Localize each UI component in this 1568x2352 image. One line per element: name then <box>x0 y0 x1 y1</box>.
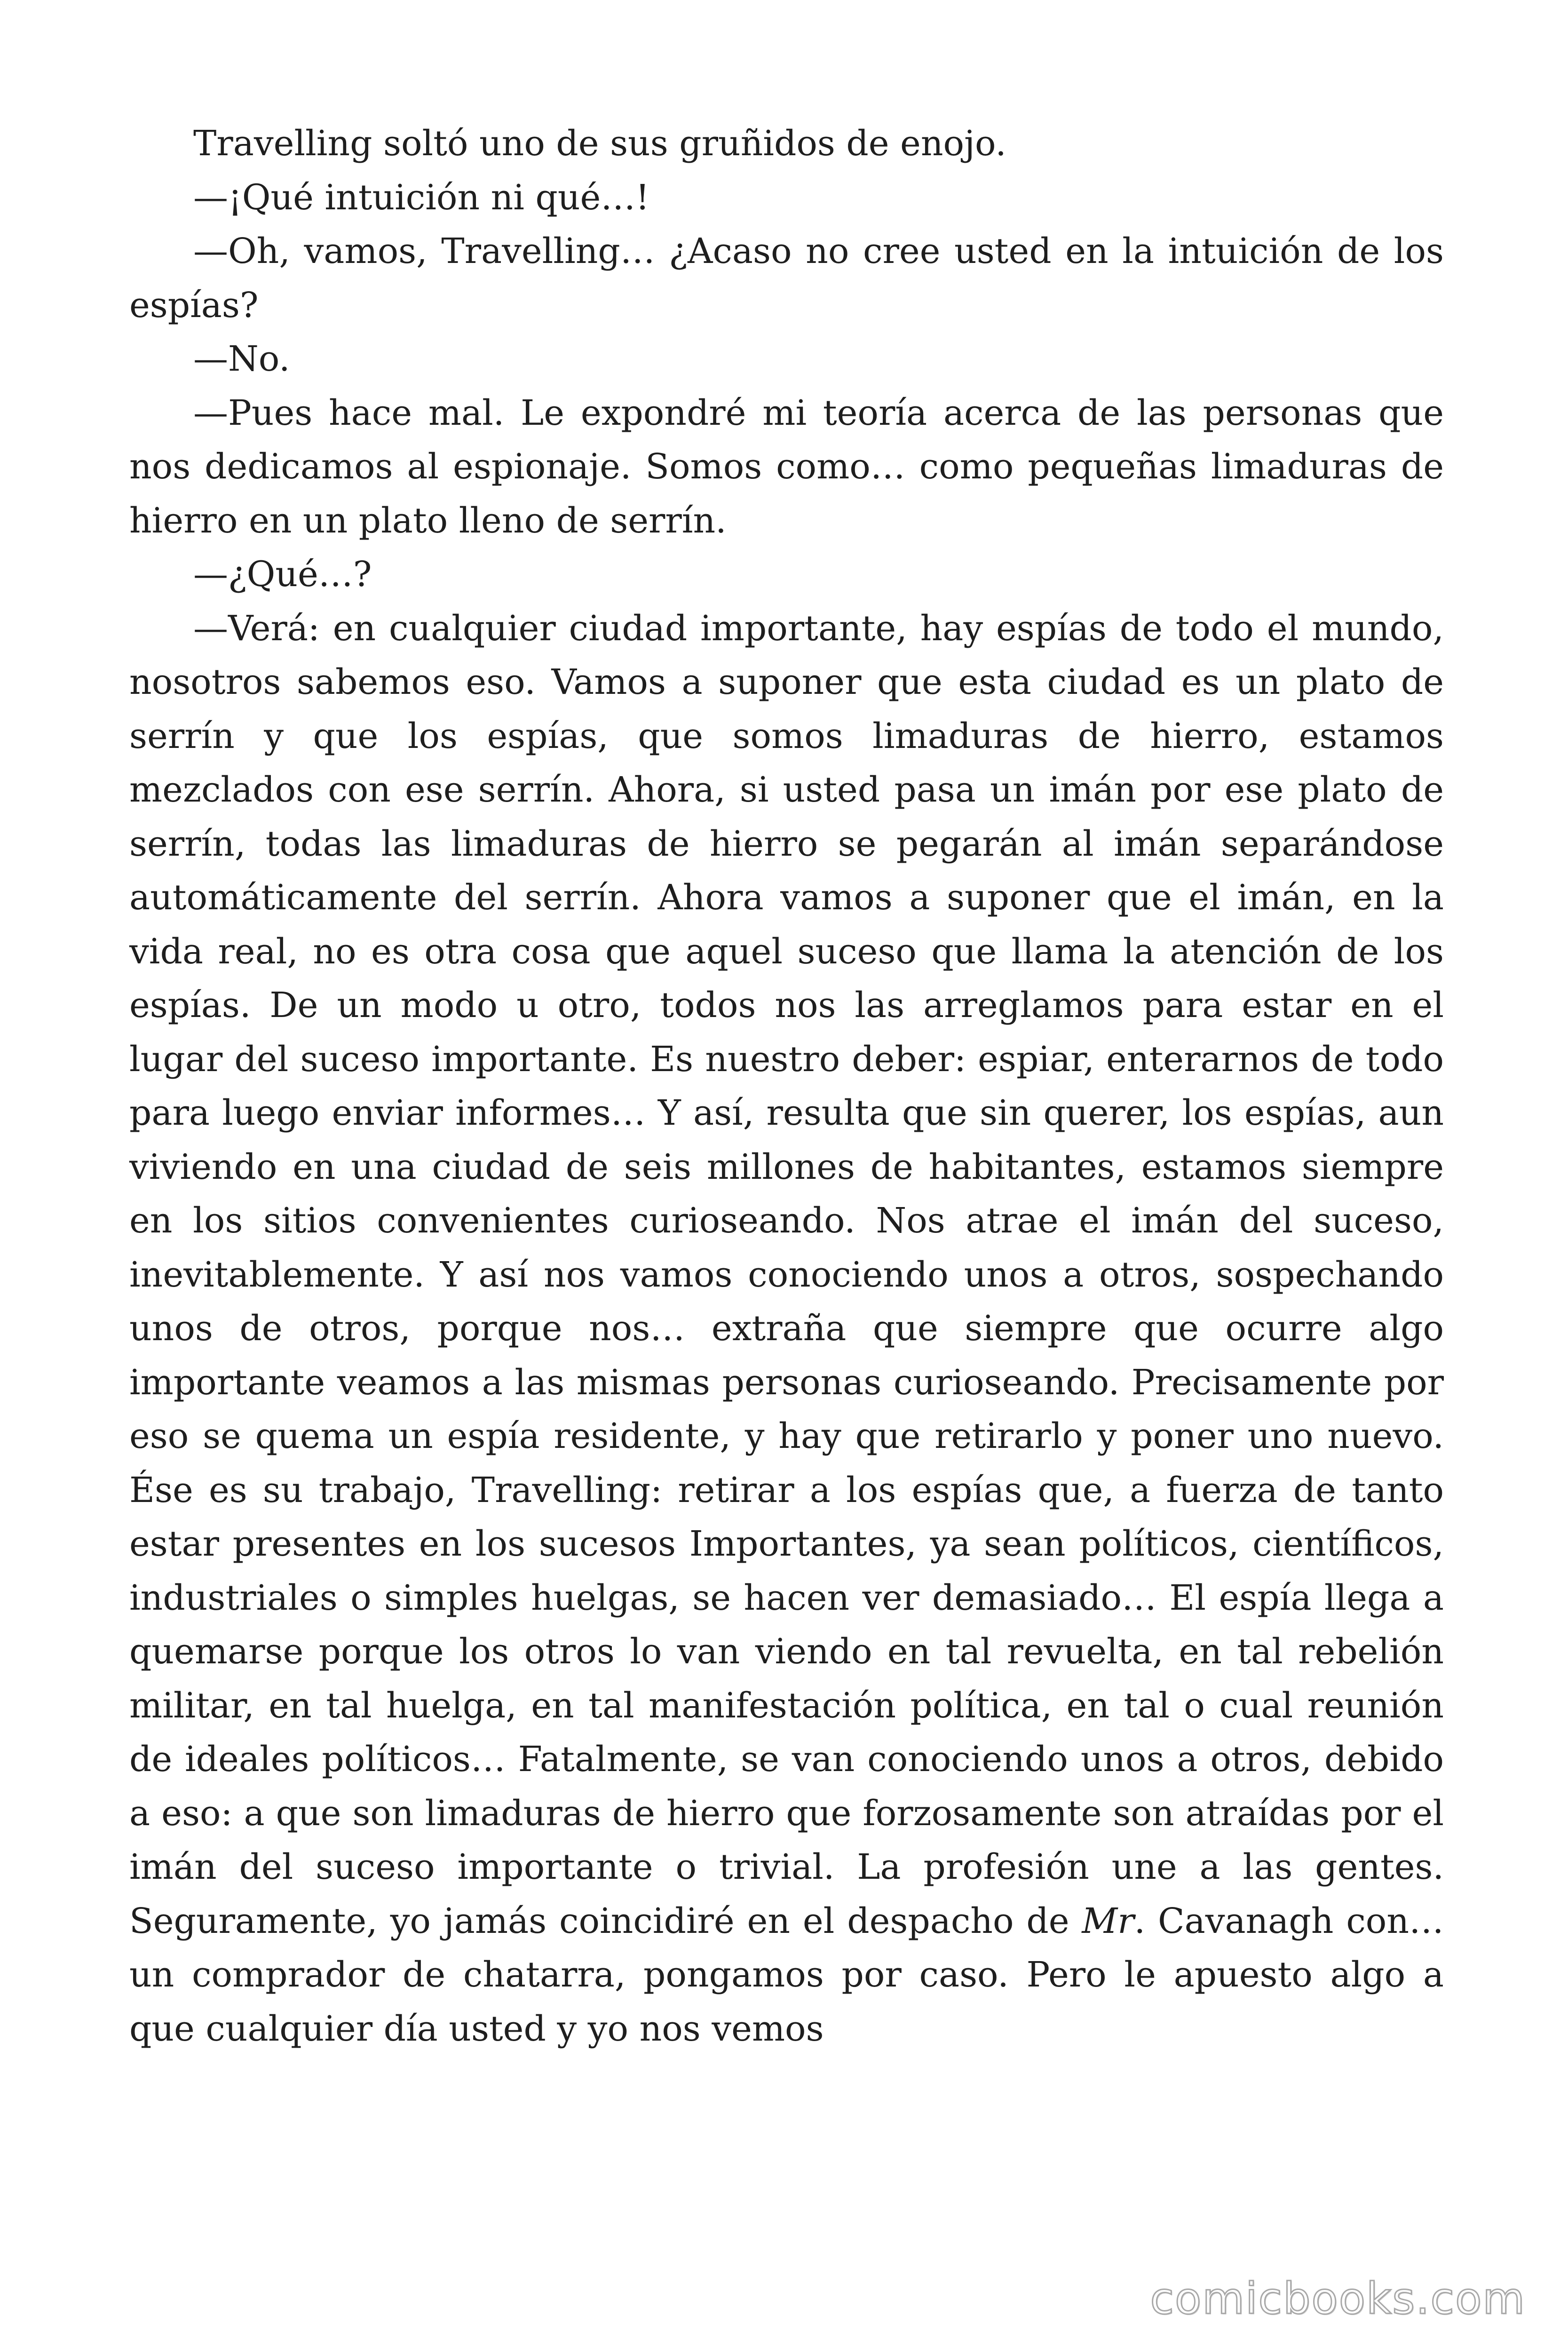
italic-honorific: Mr <box>1082 1900 1134 1941</box>
body-text <box>129 117 1444 2056</box>
paragraph: Travelling soltó uno de sus gruñidos de enojo. <box>193 123 1006 164</box>
watermark-logo: comicbooks.com <box>1150 2273 1526 2324</box>
paragraph: —Pues hace mal. Le expondré mi teoría acerca de las personas que nos dedicamos al espionaje. Somos como… como pequeñas limaduras de hierro en un plato lleno de serrín. <box>129 392 1444 541</box>
paragraph: —¡Qué intuición ni qué…! <box>193 177 650 218</box>
paragraph: —Oh, vamos, Travelling… ¿Acaso no cree usted en la intuición de los espías? <box>129 231 1444 326</box>
paragraph-long <box>129 602 1444 2056</box>
paragraph: —¿Qué…? <box>193 554 372 595</box>
paragraph: —No. <box>193 339 290 379</box>
paragraph-long-end: . Cavanagh con… un comprador de chatarra, pongamos por caso. Pero le apuesto algo a que cualquier día usted y yo nos vemos <box>129 1900 1444 2049</box>
paragraph-long-start: —Verá: en cualquier ciudad importante, hay espías de todo el mundo, nosotros sabemos eso. Vamos a suponer que esta ciudad es un plato de serrín y que los espías, que somos limaduras de hierro, estamos mezclados con ese serrín. Ahora, si usted pasa un imán por ese plato de serrín, todas las limaduras de hierro se pegarán al imán separándose automáticamente del serrín. Ahora vamos a suponer que el imán, en la vida real, no es otra cosa que aquel suceso que llama la atención de los espías. De un modo u otro, todos nos las arreglamos para estar en el lugar del suceso importante. Es nuestro deber: espiar, enterarnos de todo para luego enviar informes… Y así, resulta que sin querer, los espías, aun viviendo en una ciudad de seis millones de habitantes, estamos siempre en los sitios convenientes curioseando. Nos atrae el imán del suceso, inevitablemente. Y así nos vamos conociendo unos a otros, sospechando unos de otros, porque nos… extraña que siempre que ocurre algo importante veamos a las mismas personas curioseando. Precisamente por eso se quema un espía residente, y hay que retirarlo y poner uno nuevo. Ése es su trabajo, Travelling: retirar a los espías que, a fuerza de tanto estar presentes en los sucesos Importantes, ya sean políticos, científicos, industriales o simples huelgas, se hacen ver demasiado… El espía llega a quemarse porque los otros lo van viendo en tal revuelta, en tal rebelión militar, en tal huelga, en tal manifestación política, en tal o cual reunión de ideales políticos… Fatalmente, se van conociendo unos a otros, debido a eso: a que son limaduras de hierro que forzosamente son atraídas por el imán del suceso importante o trivial. La profesión une a las gentes. Seguramente, yo jamás coincidiré en el despacho de <box>129 608 1444 1941</box>
